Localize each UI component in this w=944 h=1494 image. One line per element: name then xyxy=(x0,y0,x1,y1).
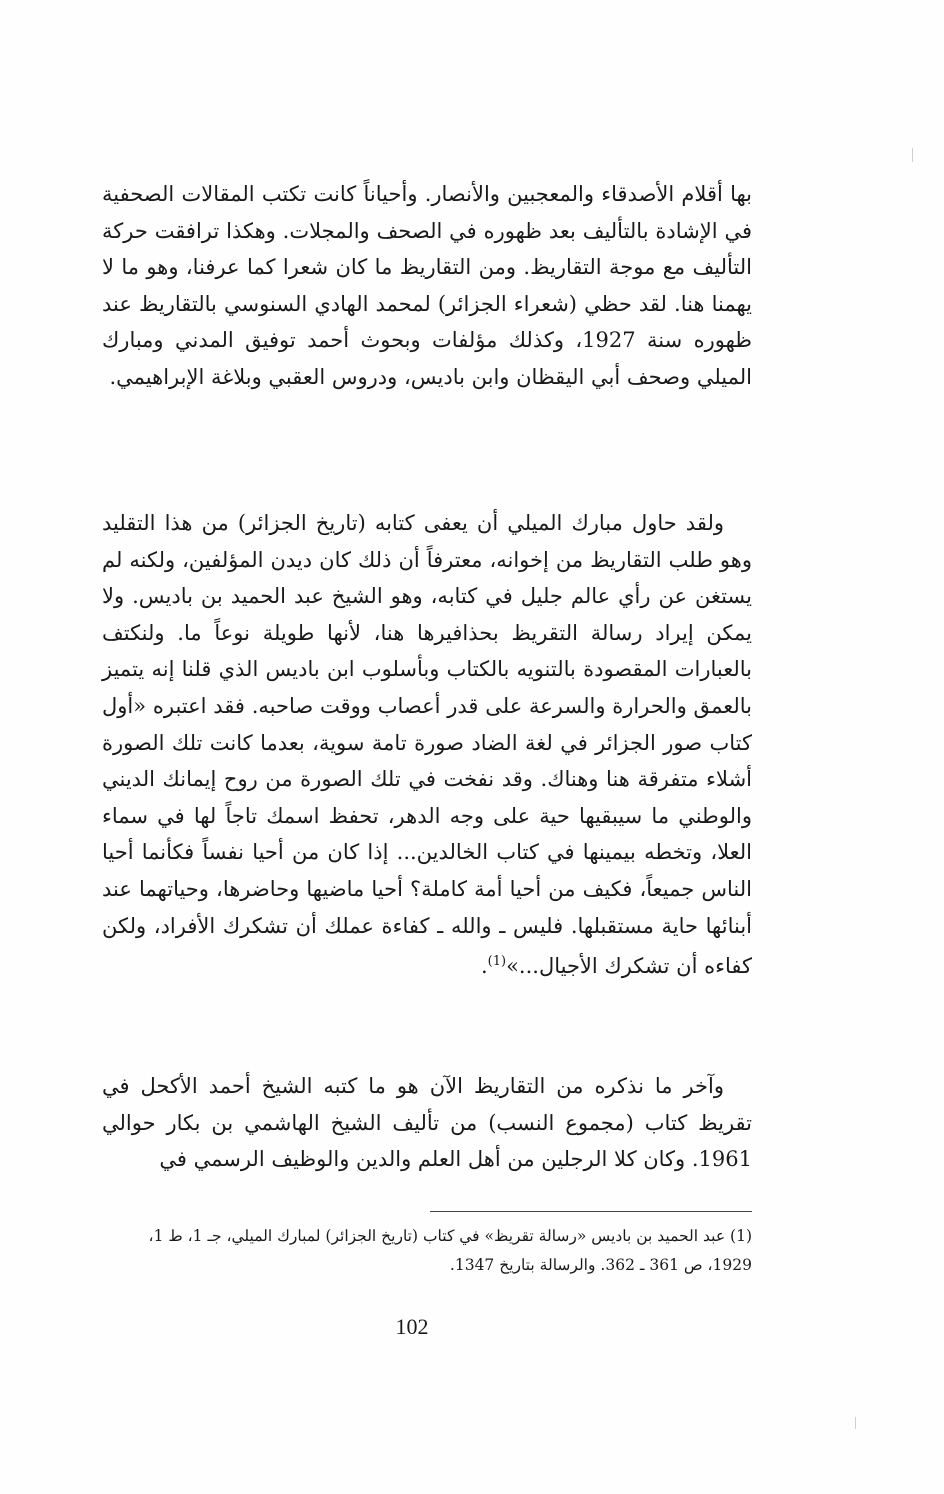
paragraph-2-end: . xyxy=(480,954,488,979)
paragraph-2 xyxy=(102,505,752,985)
paragraph-1-block xyxy=(102,176,752,396)
page-number: 102 xyxy=(395,1314,429,1339)
margin-mark-bottom xyxy=(855,1417,856,1429)
paragraph-3-block xyxy=(102,1068,752,1178)
margin-mark-top xyxy=(912,148,913,162)
footnote-reference: (1) xyxy=(487,954,507,970)
paragraph-3: وآخر ما نذكره من التقاريظ الآن هو ما كتبه الشيخ أحمد الأكحل في تقريظ كتاب (مجموع النسب) من تأليف الشيخ الهاشمي بن بكار حوالي 1961. وكان كلا الرجلين من أهل العلم والدين والوظيف الرسمي في xyxy=(102,1074,752,1172)
footnote: (1) عبد الحميد بن باديس «رسالة تقريظ» في كتاب (تاريخ الجزائر) لمبارك الميلي، جـ 1، ط 1، 1929، ص 361 ـ 362. والرسالة بتاريخ 1347. xyxy=(148,1227,752,1274)
paragraph-2-text: ولقد حاول مبارك الميلي أن يعفى كتابه (تاريخ الجزائر) من هذا التقليد وهو طلب التقاريظ من إخوانه، معترفاً أن ذلك كان ديدن المؤلفين، ولكنه لم يستغن عن رأي عالم جليل في كتابه، وهو الشيخ عبد الحميد بن باديس. ولا يمكن إيراد رسالة التقريظ بحذافيرها هنا، لأنها طويلة نوعاً ما. ولنكتف بالعبارات المقصودة بالتنويه بالكتاب وبأسلوب ابن باديس الذي قلنا إنه يتميز بالعمق والحرارة والسرعة على قدر أعصاب ووقت صاحبه. فقد اعتبره «أول كتاب صور الجزائر في لغة الضاد صورة تامة سوية، بعدما كانت تلك الصورة أشلاء متفرقة هنا وهناك. وقد نفخت في تلك الصورة من روح إيمانك الديني والوطني ما سيبقيها حية على وجه الدهر، تحفظ اسمك تاجاً لها في سماء العلا، وتخطه بيمينها في كتاب الخالدين... إذا كان من أحيا نفساً فكأنما أحيا الناس جميعاً، فكيف من أحيا أمة كاملة؟ أحيا ماضيها وحاضرها، وحياتهما عند أبنائها حاية مستقبلها. فليس ـ والله ـ كفاءة عملك أن تشكرك الأفراد، ولكن كفاءه أن تشكرك الأجيال...» xyxy=(102,511,752,979)
paragraph-2-block xyxy=(102,505,752,985)
footnote-divider xyxy=(430,1211,752,1212)
paragraph-1: بها أقلام الأصدقاء والمعجبين والأنصار. وأحياناً كانت تكتب المقالات الصحفية في الإشادة بالتأليف بعد ظهوره في الصحف والمجلات. وهكذا ترافقت حركة التأليف مع موجة التقاريظ. ومن التقاريظ ما كان شعرا كما عرفنا، وهو ما لا يهمنا هنا. لقد حظي (شعراء الجزائر) لمحمد الهادي السنوسي بالتقاريظ عند ظهوره سنة 1927، وكذلك مؤلفات وبحوث أحمد توفيق المدني ومبارك الميلي وصحف أبي اليقظان وابن باديس، ودروس العقبي وبلاغة الإبراهيمي. xyxy=(102,182,753,389)
